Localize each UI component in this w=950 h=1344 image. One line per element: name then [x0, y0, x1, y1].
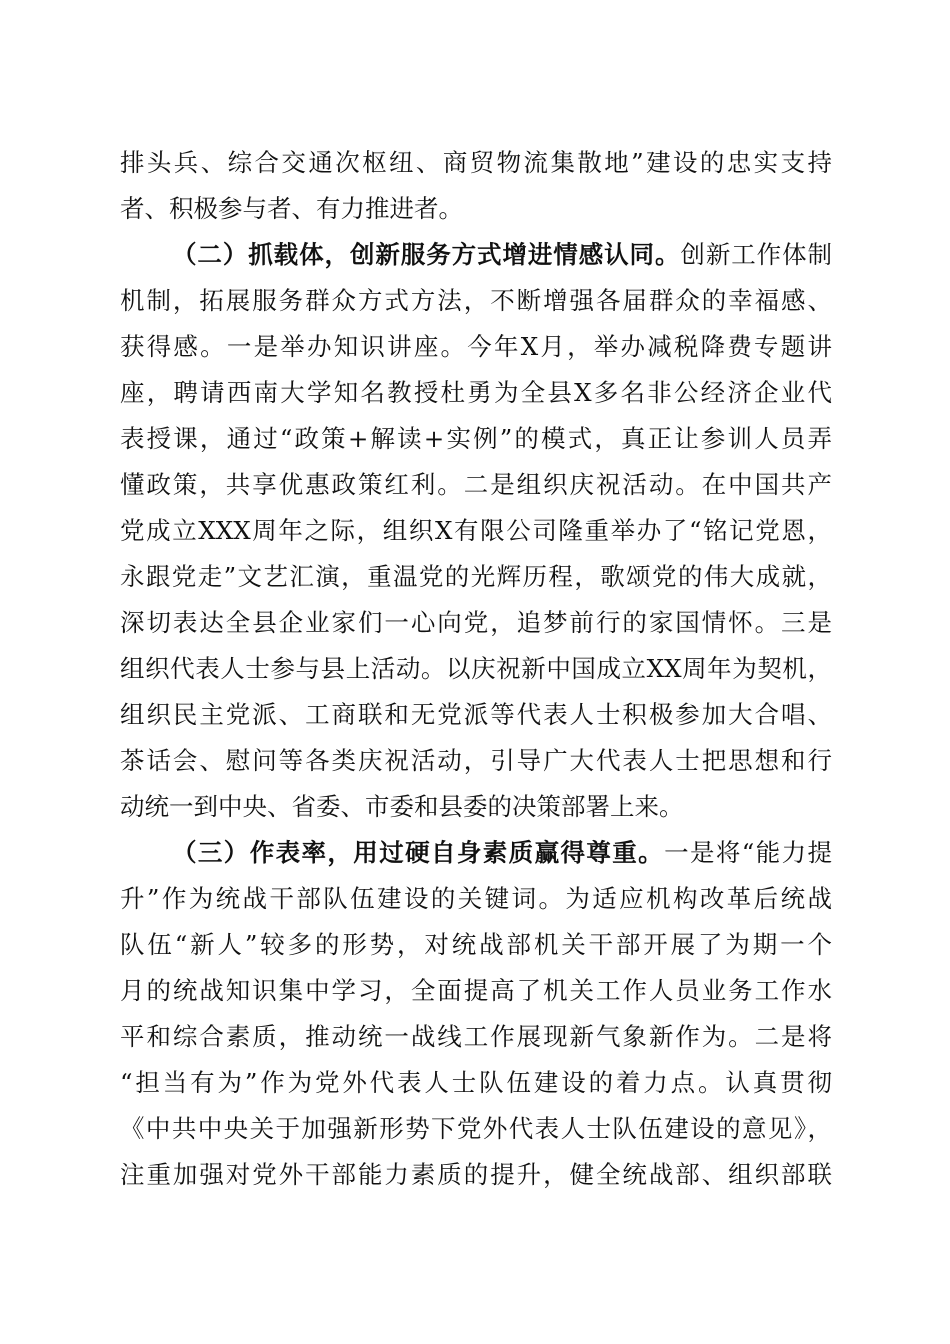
text-line: 茶话会、慰问等各类庆祝活动，引导广大代表人士把思想和行 [120, 746, 832, 775]
text-line: 深切表达全县企业家们一心向党，追梦前行的家国情怀。三是 [120, 608, 832, 637]
text-line: 升”作为统战干部队伍建设的关键词。为适应机构改革后统战 [120, 884, 832, 913]
text-line: 注重加强对党外干部能力素质的提升，健全统战部、组织部联 [120, 1160, 832, 1189]
paragraph-heading-line [120, 232, 832, 278]
text-line: 月的统战知识集中学习，全面提高了机关工作人员业务工作水 [120, 976, 832, 1005]
text-segment: 创新工作体制 [680, 240, 833, 269]
text-line: 动统一到中央、省委、市委和县委的决策部署上来。 [120, 792, 684, 821]
text-line: 组织民主党派、工商联和无党派等代表人士积极参加大合唱、 [120, 700, 832, 729]
text-line: 排头兵、综合交通次枢纽、商贸物流集散地”建设的忠实支持 [120, 148, 832, 177]
text-line: 懂政策，共享优惠政策红利。二是组织庆祝活动。在中国共产 [120, 470, 832, 499]
text-line: 党成立XXX周年之际，组织X有限公司隆重举办了“铭记党恩， [120, 516, 832, 545]
text-line: 《中共中央关于加强新形势下党外代表人士队伍建设的意见》， [120, 1114, 832, 1143]
paragraph-heading: （二）抓载体，创新服务方式增进情感认同。 [172, 240, 681, 269]
text-line: 者、积极参与者、有力推进者。 [120, 194, 463, 223]
text-line: 表授课，通过“政策+解读+实例”的模式，真正让参训人员弄 [120, 424, 832, 453]
text-line: “担当有为”作为党外代表人士队伍建设的着力点。认真贯彻 [120, 1068, 832, 1097]
text-line: 获得感。一是举办知识讲座。今年X月，举办减税降费专题讲 [120, 332, 832, 361]
text-line: 座，聘请西南大学知名教授杜勇为全县X多名非公经济企业代 [120, 378, 832, 407]
text-line: 组织代表人士参与县上活动。以庆祝新中国成立XX周年为契机， [120, 654, 832, 683]
paragraph-heading: （三）作表率，用过硬自身素质赢得尊重。 [172, 838, 665, 867]
text-line: 平和综合素质，推动统一战线工作展现新气象新作为。二是将 [120, 1022, 832, 1051]
text-segment: 一是将“能力提 [664, 838, 832, 867]
text-line: 队伍“新人”较多的形势，对统战部机关干部开展了为期一个 [120, 930, 832, 959]
text-line: 机制，拓展服务群众方式方法，不断增强各届群众的幸福感、 [120, 286, 832, 315]
paragraph-heading-line [120, 830, 832, 876]
document-body [120, 140, 832, 1198]
text-line: 永跟党走”文艺汇演，重温党的光辉历程，歌颂党的伟大成就， [120, 562, 832, 591]
